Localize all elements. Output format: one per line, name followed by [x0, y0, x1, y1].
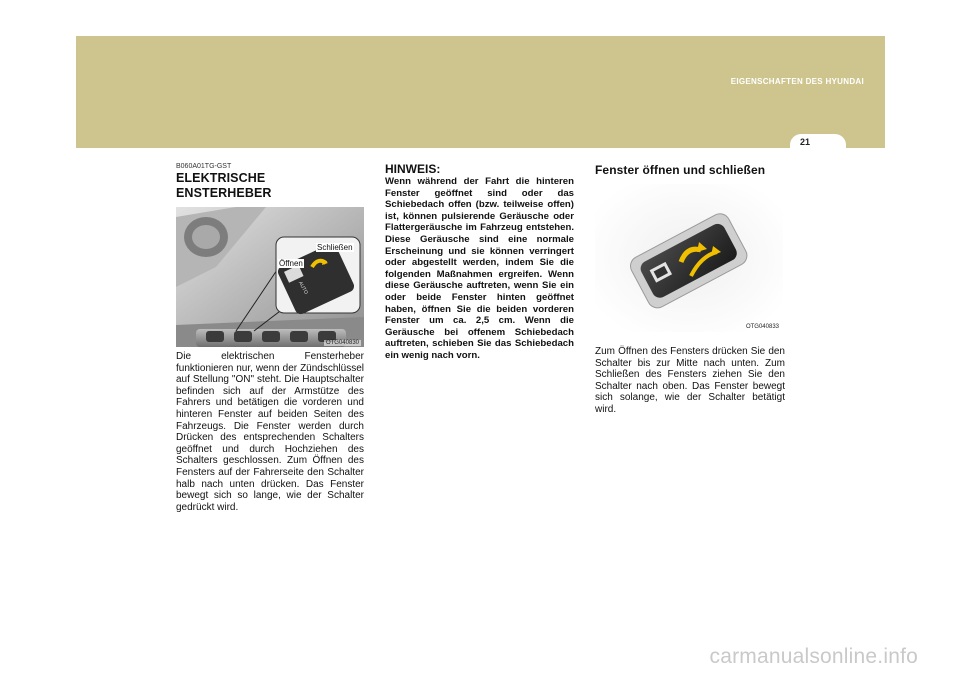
- chapter-number: 1: [901, 70, 914, 95]
- door-panel-figure: [176, 207, 364, 347]
- section-code: B060A01TG-GST: [176, 163, 232, 170]
- note-text: Wenn während der Fahrt die hinteren Fenster geöffnet sind oder das Schiebedach offen (bzw. teilweise offen) ist, können pulsierende Geräusche oder Flattergeräusche im Fahrzeug entstehen. Diese Geräusche sind eine normale Erscheinung und sie können verringert oder abgestellt werden, indem Sie die folgenden Maßnahmen ergreifen. Wenn diese Geräusche auftreten, wenn Sie ein oder beide Fenster hinten geöffnet haben, öffnen Sie die beiden vorderen Fenster um ca. 2,5 cm. Wenn die Geräusche bei offenem Schiebedach auftreten, schieben Sie das Schiebedach ein wenig nach vorn.: [385, 176, 574, 361]
- window-switch-figure: [595, 184, 783, 332]
- figure-code: OTG040830: [325, 340, 359, 346]
- watermark: carmanualsonline.info: [709, 645, 918, 668]
- chapter-title: EIGENSCHAFTEN DES HYUNDAI: [730, 77, 864, 86]
- column-note: [385, 163, 574, 362]
- body-text: Die elektrischen Fensterheber funktionieren nur, wenn der Zündschlüssel auf Stellung "ON" steht. Die Hauptschalter befinden sich auf der Armstütze des Fahrers und betätigen die vorderen und hinteren Fenster auf beiden Seiten des Fahrzeugs. Die Fenster werden durch Drücken des entsprechenden Schalters geöffnet und durch Hochziehen des Schalters geschlossen. Zum Öffnen des Fensters auf der Fahrerseite den Schalter halb nach unten drücken. Das Fenster bewegt sich so lange, wie der Schalter gedrückt wird.: [176, 351, 364, 513]
- label-open: Öffnen: [279, 259, 303, 268]
- column-power-windows: [176, 163, 364, 513]
- door-panel-illustration: [176, 207, 364, 347]
- window-switch-illustration: [595, 184, 783, 332]
- section-title: Fenster öffnen und schließen: [595, 163, 766, 177]
- note-title: HINWEIS:: [385, 162, 441, 176]
- header-band: [76, 36, 885, 148]
- switch-auto-text: AUTO: [296, 280, 309, 296]
- column-open-close: [595, 163, 785, 416]
- figure-code: OTG040833: [745, 324, 779, 330]
- section-title: ELEKTRISCHE ENSTERHEBER: [176, 171, 272, 200]
- page-number: 21: [799, 137, 810, 147]
- body-text: Zum Öffnen des Fensters drücken Sie den Schalter bis zur Mitte nach unten. Zum Schließen des Fensters ziehen Sie den Schalter nach oben. Das Fenster bewegt sich solange, wie der Schalter betätigt wird.: [595, 346, 785, 415]
- label-close: Schließen: [317, 243, 353, 252]
